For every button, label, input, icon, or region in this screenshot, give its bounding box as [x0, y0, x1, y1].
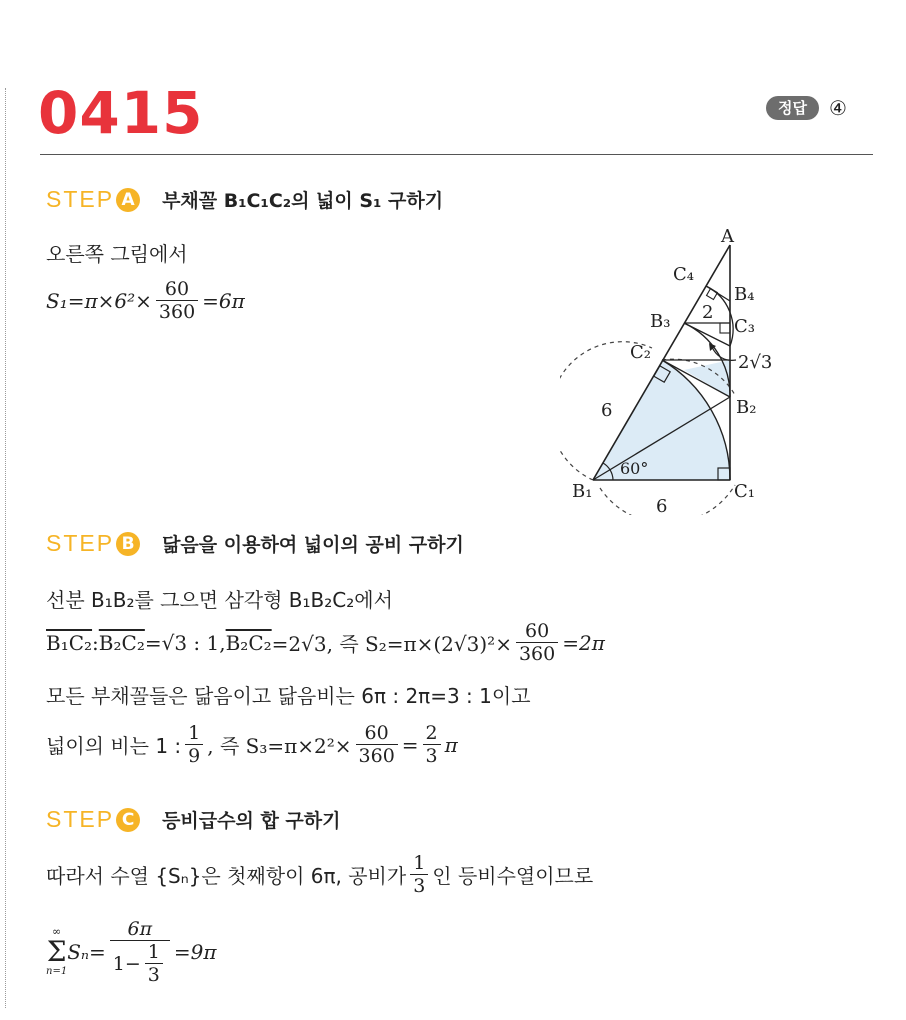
sum-den-den: 3 — [145, 963, 163, 986]
step-b-pi: π — [444, 732, 458, 757]
step-c-text-b: 인 등비수열이므로 — [432, 864, 594, 888]
sum-den-num: 1 — [147, 941, 160, 963]
step-b-heading — [46, 530, 464, 557]
step-b-line3: 모든 부채꼴들은 닮음이고 닮음비는 6π : 2π=3 : 1이고 — [46, 684, 531, 708]
label-len-2: 2 — [702, 302, 714, 323]
label-c1: C₁ — [734, 481, 755, 502]
answer-box — [766, 96, 847, 120]
step-b-frac-den: 360 — [516, 642, 558, 665]
step-b-frac-num: 60 — [524, 620, 550, 642]
step-a-frac-num: 60 — [164, 278, 190, 300]
header-rule — [40, 154, 873, 155]
step-c-letter: C — [116, 808, 140, 832]
step-b-equals: = — [401, 732, 419, 757]
step-b-seg-b2c2: B₂C₂ — [98, 630, 145, 655]
step-a-word: STEP — [46, 186, 115, 212]
step-b-fraction — [516, 620, 558, 665]
label-b4: B₄ — [734, 284, 755, 305]
label-b1: B₁ — [572, 481, 593, 502]
sigma-symbol: Σ — [46, 935, 67, 968]
geometry-diagram — [560, 215, 800, 515]
sum-num: 6π — [127, 918, 153, 940]
step-b-letter: B — [116, 532, 140, 556]
label-c4: C₄ — [673, 264, 694, 285]
step-b-line4 — [46, 722, 458, 767]
label-side-left: 6 — [601, 400, 613, 421]
label-side-bottom: 6 — [656, 496, 668, 515]
step-a-equation — [46, 278, 245, 323]
step-b-title: 닮음을 이용하여 넓이의 공비 구하기 — [162, 534, 464, 556]
sum-den-fraction — [145, 941, 163, 986]
sum-fraction — [110, 918, 170, 986]
right-angle-c3 — [720, 323, 730, 333]
sigma-top: ∞ — [52, 925, 62, 938]
step-c-word: STEP — [46, 806, 115, 832]
step-a-eq-rhs: =6π — [202, 288, 245, 313]
step-a-line1: 오른쪽 그림에서 — [46, 242, 188, 266]
sigma-block — [46, 926, 67, 978]
label-len-2root3: 2√3 — [738, 352, 773, 373]
step-b-seg-b2c2-2: B₂C₂ — [225, 630, 272, 655]
step-c-title: 등비급수의 합 구하기 — [162, 810, 341, 832]
step-b-ratio-num: 1 — [188, 722, 201, 744]
label-b2: B₂ — [736, 397, 757, 418]
dashed-arc-bottom — [600, 485, 735, 515]
problem-number: 0415 — [38, 79, 204, 147]
step-a-heading — [46, 186, 443, 213]
step-c-heading — [46, 806, 341, 833]
step-b-result-den: 3 — [423, 744, 441, 767]
step-b-s3-expr: , 즉 S₃=π×2²× — [207, 734, 352, 758]
step-c-ratio-fraction — [410, 852, 428, 897]
step-b-s3-den: 360 — [356, 744, 398, 767]
margin-dotted-line — [5, 88, 6, 1008]
step-b-line1: 선분 B₁B₂를 그으면 삼각형 B₁B₂C₂에서 — [46, 588, 393, 612]
step-c-text-a: 따라서 수열 {Sₙ}은 첫째항이 6π, 공비가 — [46, 864, 407, 888]
sum-den-a: 1− — [112, 952, 141, 975]
label-c3: C₃ — [734, 316, 755, 337]
step-c-ratio-den: 3 — [410, 874, 428, 897]
step-b-line2 — [46, 620, 605, 665]
sum-result: =9π — [173, 940, 217, 964]
sum-term: Sₙ= — [67, 940, 106, 964]
step-b-result-num: 2 — [425, 722, 438, 744]
answer-value: ④ — [828, 96, 847, 120]
step-b-s3-fraction — [356, 722, 398, 767]
label-b3: B₃ — [650, 311, 671, 332]
step-a-title: 부채꼴 B₁C₁C₂의 넓이 S₁ 구하기 — [162, 190, 444, 212]
step-b-s2-expr: =2√3, 즉 S₂=π×(2√3)²× — [271, 632, 512, 656]
step-c-line1 — [46, 852, 593, 897]
step-a-eq-lhs: S₁=π×6²× — [46, 288, 152, 313]
step-a-fraction — [156, 278, 198, 323]
step-c-ratio-num: 1 — [413, 852, 426, 874]
sigma-bottom: n=1 — [46, 966, 68, 977]
step-b-s3-num: 60 — [364, 722, 389, 744]
answer-label-badge: 정답 — [766, 96, 819, 120]
step-a-frac-den: 360 — [156, 300, 198, 323]
sum-den — [110, 940, 170, 986]
label-a: A — [721, 226, 734, 247]
label-angle: 60° — [620, 459, 649, 478]
step-b-s2-result: =2π — [562, 630, 605, 655]
step-b-area-ratio-text: 넓이의 비는 1 : — [46, 734, 182, 758]
step-b-ratio-den: 9 — [185, 744, 203, 767]
step-b-ratio-value: =√3 : 1, — [144, 630, 226, 655]
label-c2: C₂ — [630, 342, 651, 363]
step-c-sum — [46, 918, 217, 986]
step-b-result-fraction — [423, 722, 441, 767]
step-b-ratio-colon: : — [92, 630, 99, 655]
step-b-word: STEP — [46, 530, 115, 556]
step-a-letter: A — [116, 188, 140, 212]
step-b-ratio-fraction — [185, 722, 203, 767]
step-b-seg-b1c2: B₁C₂ — [46, 630, 93, 655]
